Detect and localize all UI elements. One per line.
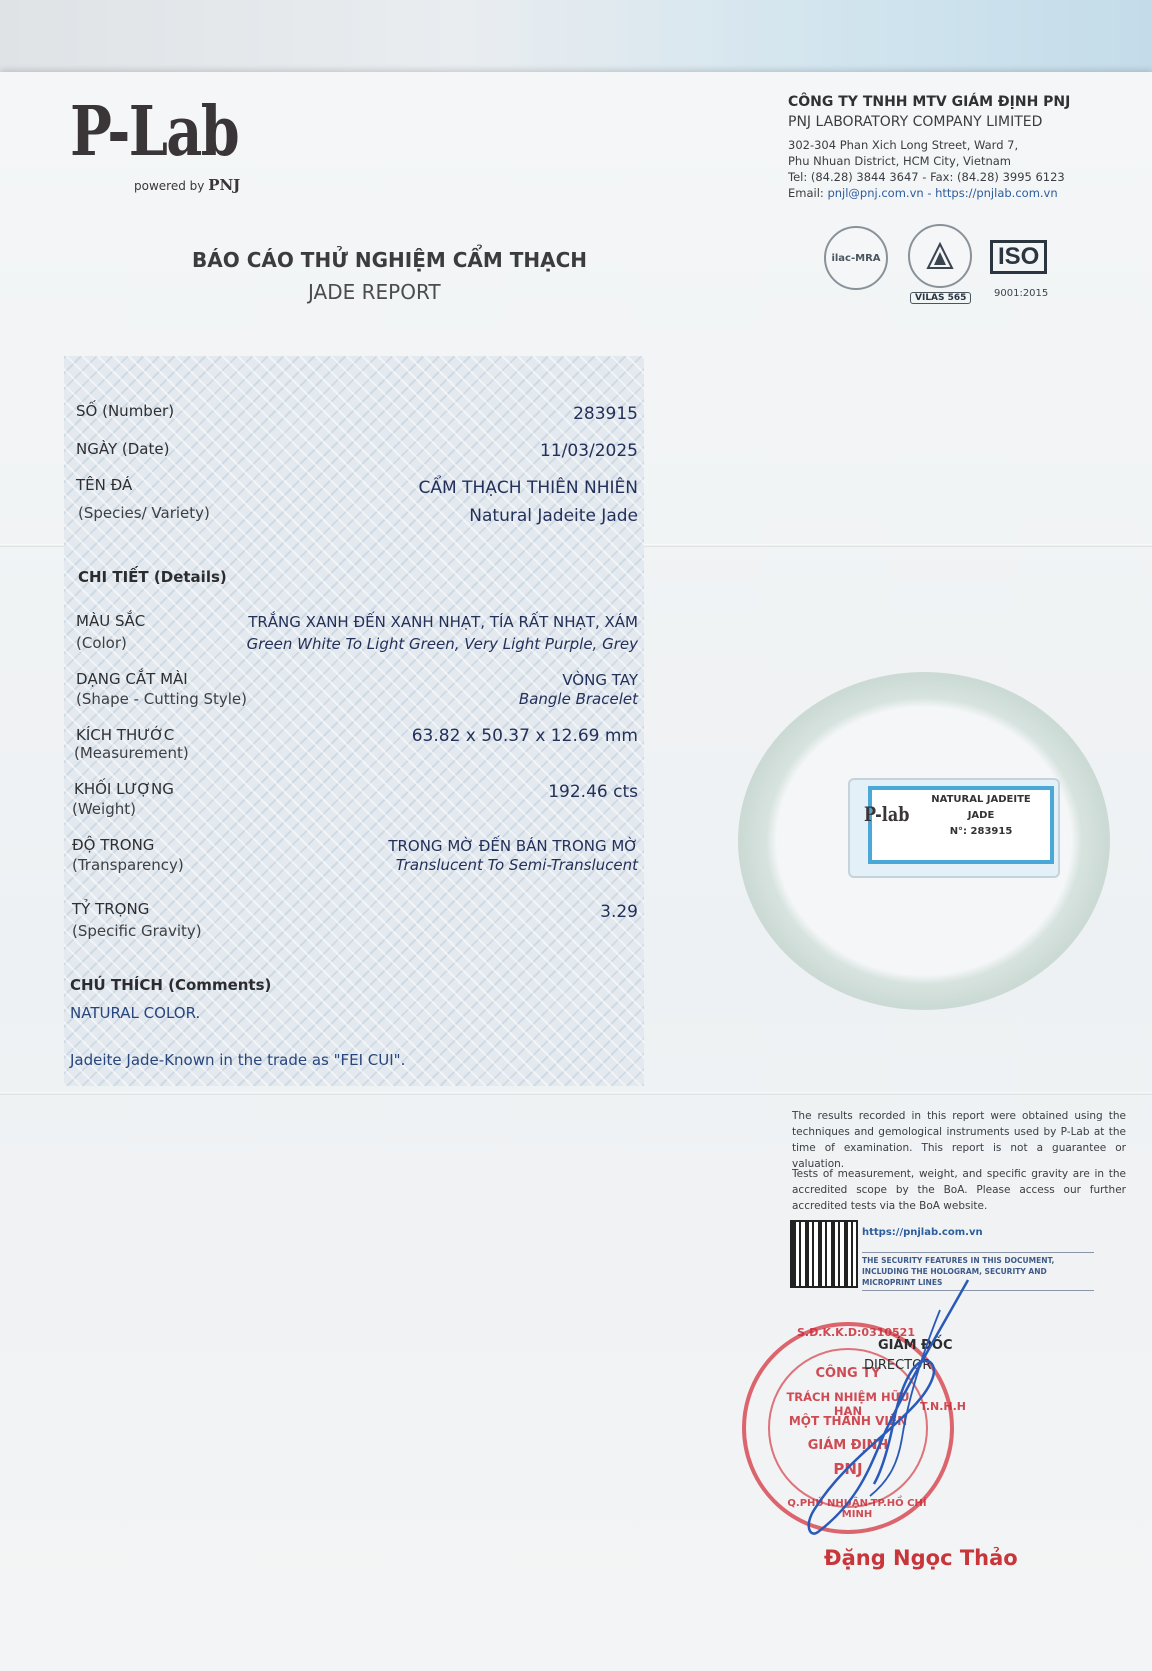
transparency-label-vn: ĐỘ TRONG [72,836,155,854]
company-address-1: 302-304 Phan Xich Long Street, Ward 7, [788,138,1019,152]
director-signature [790,1270,990,1550]
species-label-vn: TÊN ĐÁ [76,476,133,494]
seal-ring-bottom: Q.PHÚ NHUẬN-TP.HỒ CHÍ MINH [787,1498,927,1520]
transparency-value-en: Translucent To Semi-Translucent [395,856,638,874]
gravity-value: 3.29 [600,902,638,922]
report-title-en: JADE REPORT [308,280,441,304]
fold-line [0,1092,1152,1095]
weight-label-en: (Weight) [72,800,136,818]
measurement-label-vn: KÍCH THƯỚC [76,726,175,744]
company-email [788,186,1058,200]
boa-triangle-icon [925,241,955,271]
species-label-en: (Species/ Variety) [78,504,210,522]
director-title-en: DIRECTOR [864,1358,932,1373]
transparency-value-vn: TRONG MỜ ĐẾN BÁN TRONG MỜ [388,837,638,855]
director-title-vn: GIÁM ĐỐC [878,1338,953,1353]
transparency-label-en: (Transparency) [72,856,184,874]
date-label: NGÀY (Date) [76,440,170,458]
gravity-label-en: (Specific Gravity) [72,922,202,940]
color-label-en: (Color) [76,634,127,652]
iso-standard: 9001:2015 [994,288,1049,299]
pnj-brand: PNJ [208,176,241,194]
powered-by-line [134,176,240,194]
tag-line-3: N°: 283915 [949,826,1013,837]
tag-line-2: JADE [967,810,995,821]
gravity-label-vn: TỶ TRỌNG [72,900,150,918]
tag-plab-logo: P-lab [864,802,910,826]
shape-value-vn: VÒNG TAY [562,671,638,689]
seal-ring-right: T.N.H.H [920,1400,966,1413]
seal-ring-text: S.Đ.K.K.D:0310521 [796,1326,915,1339]
report-date: 11/03/2025 [540,441,638,461]
boa-accreditation-icon [908,224,972,288]
shape-label-en: (Shape - Cutting Style) [76,690,248,708]
security-note: THE SECURITY FEATURES IN THIS DOCUMENT, INCLUDING THE HOLOGRAM, SECURITY AND MICROPRINT LINES [862,1252,1094,1291]
comment-fei-cui: Jadeite Jade-Known in the trade as "FEI CUI". [70,1051,406,1069]
iso-badge: ISO [990,240,1047,274]
director-name: Đặng Ngọc Thảo [824,1546,1018,1570]
plab-logo: P-Lab [70,92,239,172]
report-title-vn: BÁO CÁO THỬ NGHIỆM CẨM THẠCH [192,248,588,272]
ilac-mra-icon: ilac-MRA [824,226,888,290]
number-label: SỐ (Number) [76,402,175,420]
company-name-en: PNJ LABORATORY COMPANY LIMITED [788,114,1043,130]
disclaimer-paragraph-1: The results recorded in this report were obtained using the techniques and gemological instruments used by P-Lab at the time of examination. This report is not a guarantee or valuation. [792,1110,1126,1170]
shape-label-vn: DẠNG CẮT MÀI [76,670,188,688]
company-address-2: Phu Nhuan District, HCM City, Vietnam [788,154,1011,168]
species-value-vn: CẨM THẠCH THIÊN NHIÊN [418,478,638,498]
vilas-badge: VILAS 565 [910,292,971,304]
seal-line-2: TRÁCH NHIỆM HỮU HẠN [786,1390,910,1418]
tag-line-1: NATURAL JADEITE [931,794,1031,805]
seal-line-1: CÔNG TY [815,1366,881,1381]
species-value-en: Natural Jadeite Jade [469,506,638,526]
background-top-strip [0,0,1152,72]
email-links[interactable]: pnjl@pnj.com.vn - https://pnjlab.com.vn [827,186,1058,200]
measurement-label-en: (Measurement) [74,744,189,762]
powered-by-text: powered by [134,179,205,193]
comments-heading: CHÚ THÍCH (Comments) [70,976,272,994]
company-tel: Tel: (84.28) 3844 3647 - Fax: (84.28) 3995 6123 [788,170,1065,184]
details-heading: CHI TIẾT (Details) [78,568,227,586]
measurement-value: 63.82 x 50.37 x 12.69 mm [411,726,638,746]
disclaimer-paragraph-2: Tests of measurement, weight, and specific gravity are in the accredited scope by the BoA. Please access our further accredited tests via the BoA website. [792,1168,1126,1212]
weight-label-vn: KHỐI LƯỢNG [74,780,174,798]
seal-line-5: PNJ [833,1460,863,1478]
color-label-vn: MÀU SẮC [76,612,146,630]
report-number: 283915 [573,404,638,424]
seal-line-4: GIÁM ĐỊNH [807,1438,889,1453]
color-value-vn: TRẮNG XANH ĐẾN XANH NHẠT, TÍA RẤT NHẠT, XÁM [248,613,638,631]
weight-value: 192.46 cts [548,782,638,802]
website-link[interactable]: https://pnjlab.com.vn [862,1227,983,1238]
shape-value-en: Bangle Bracelet [518,690,638,708]
comment-natural-color: NATURAL COLOR. [70,1004,201,1022]
color-value-en: Green White To Light Green, Very Light Purple, Grey [246,635,638,653]
email-label: Email: [788,186,824,200]
seal-line-3: MỘT THÀNH VIÊN [788,1414,908,1428]
company-name-vn: CÔNG TY TNHH MTV GIÁM ĐỊNH PNJ [788,94,1071,110]
